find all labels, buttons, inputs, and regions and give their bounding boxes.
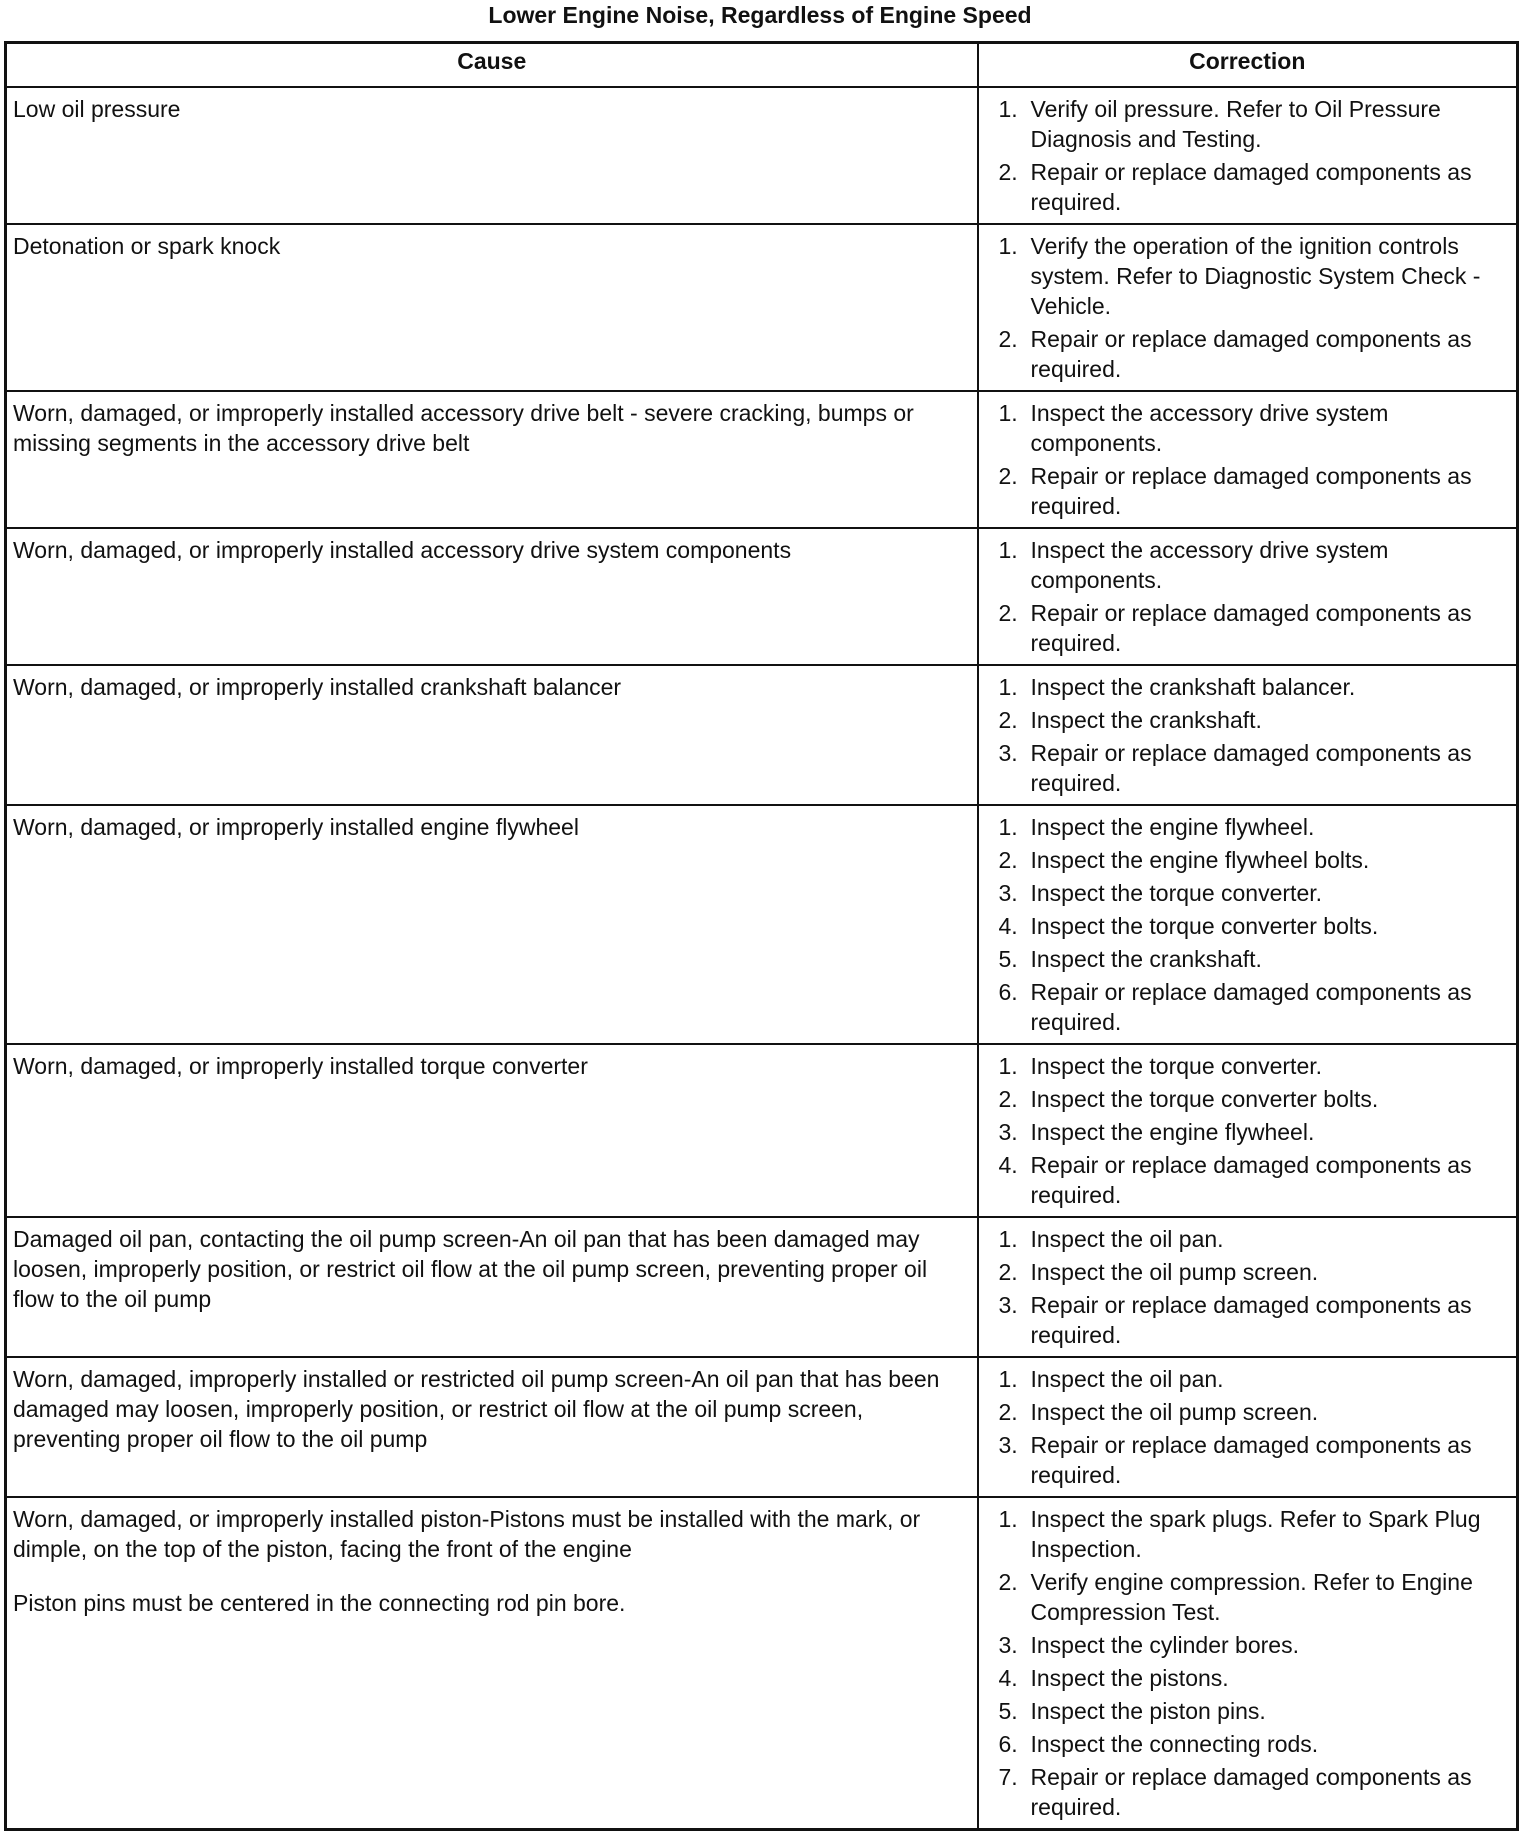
cause-cell — [6, 665, 978, 805]
step-text: Inspect the oil pan. — [1030, 1366, 1224, 1392]
step-text: Inspect the oil pan. — [1030, 1226, 1224, 1252]
step-text: Inspect the cylinder bores. — [1030, 1632, 1299, 1658]
correction-steps — [999, 1224, 1511, 1350]
step-text: Repair or replace damaged components as required. — [1030, 1292, 1472, 1348]
correction-step — [999, 535, 1511, 595]
step-text: Repair or replace damaged components as required. — [1030, 159, 1472, 215]
table-row — [6, 87, 1518, 224]
correction-cell — [978, 391, 1518, 528]
cause-cell — [6, 528, 978, 665]
step-number: 2. — [998, 1569, 1018, 1595]
correction-step — [999, 1397, 1511, 1427]
cause-text: Worn, damaged, or improperly installed crankshaft balancer — [13, 674, 622, 700]
correction-step — [999, 1696, 1511, 1726]
step-text: Verify engine compression. Refer to Engine Compression Test. — [1030, 1569, 1473, 1625]
correction-cell — [978, 1217, 1518, 1357]
step-number: 2. — [998, 326, 1018, 352]
correction-step — [999, 672, 1511, 702]
correction-step — [999, 812, 1511, 842]
cause-cell — [6, 87, 978, 224]
step-number: 4. — [998, 913, 1018, 939]
step-number: 3. — [998, 740, 1018, 766]
correction-step — [999, 1117, 1511, 1147]
table-row — [6, 1217, 1518, 1357]
correction-steps — [999, 231, 1511, 384]
correction-cell — [978, 665, 1518, 805]
step-number: 1. — [998, 96, 1018, 122]
correction-steps — [999, 672, 1511, 798]
correction-step — [999, 1084, 1511, 1114]
step-text: Repair or replace damaged components as required. — [1030, 740, 1472, 796]
correction-step — [999, 1762, 1511, 1822]
cause-text: Low oil pressure — [13, 96, 181, 122]
page-title: Lower Engine Noise, Regardless of Engine Speed — [488, 2, 1032, 28]
correction-cell — [978, 528, 1518, 665]
correction-steps — [999, 1504, 1511, 1822]
step-number: 2. — [998, 159, 1018, 185]
correction-step — [999, 911, 1511, 941]
step-text: Inspect the oil pump screen. — [1030, 1399, 1319, 1425]
correction-step — [999, 944, 1511, 974]
correction-steps — [999, 94, 1511, 217]
correction-steps — [999, 398, 1511, 521]
correction-cell — [978, 1044, 1518, 1217]
diagnosis-table — [4, 41, 1519, 1831]
correction-cell — [978, 224, 1518, 391]
cause-text: Piston pins must be centered in the connecting rod pin bore. — [13, 1590, 626, 1616]
step-text: Inspect the torque converter bolts. — [1030, 1086, 1379, 1112]
step-number: 3. — [998, 880, 1018, 906]
step-text: Inspect the torque converter bolts. — [1030, 913, 1379, 939]
step-number: 1. — [998, 233, 1018, 259]
step-text: Inspect the crankshaft balancer. — [1030, 674, 1356, 700]
correction-step — [999, 398, 1511, 458]
correction-cell — [978, 1497, 1518, 1830]
correction-step — [999, 1729, 1511, 1759]
step-text: Inspect the engine flywheel. — [1030, 1119, 1315, 1145]
step-number: 1. — [998, 1506, 1018, 1532]
correction-step — [999, 977, 1511, 1037]
correction-step — [999, 1257, 1511, 1287]
table-row — [6, 224, 1518, 391]
cause-text: Worn, damaged, or improperly installed accessory drive system components — [13, 537, 792, 563]
step-text: Inspect the accessory drive system components. — [1030, 537, 1389, 593]
cause-cell — [6, 1044, 978, 1217]
cause-text: Worn, damaged, or improperly installed piston-Pistons must be installed with the mark, or dimple, on the top of the piston, facing the front of the engine — [13, 1506, 921, 1562]
step-text: Inspect the accessory drive system components. — [1030, 400, 1389, 456]
step-text: Inspect the pistons. — [1030, 1665, 1229, 1691]
step-number: 2. — [998, 707, 1018, 733]
correction-step — [999, 1150, 1511, 1210]
correction-step — [999, 1290, 1511, 1350]
correction-step — [999, 324, 1511, 384]
step-number: 1. — [998, 400, 1018, 426]
correction-step — [999, 845, 1511, 875]
step-number: 3. — [998, 1632, 1018, 1658]
cause-cell — [6, 805, 978, 1044]
correction-cell — [978, 805, 1518, 1044]
step-text: Repair or replace damaged components as required. — [1030, 600, 1472, 656]
step-number: 1. — [998, 1053, 1018, 1079]
step-number: 1. — [998, 1226, 1018, 1252]
cause-text: Damaged oil pan, contacting the oil pump screen-An oil pan that has been damaged may loosen, improperly position, or restrict oil flow at the oil pump screen, preventing proper oil flow to the oil pump — [13, 1226, 928, 1312]
correction-step — [999, 461, 1511, 521]
correction-step — [999, 878, 1511, 908]
step-text: Inspect the connecting rods. — [1030, 1731, 1319, 1757]
step-number: 5. — [998, 1698, 1018, 1724]
step-number: 2. — [998, 463, 1018, 489]
step-text: Repair or replace damaged components as required. — [1030, 326, 1472, 382]
step-number: 4. — [998, 1152, 1018, 1178]
step-text: Repair or replace damaged components as required. — [1030, 1764, 1472, 1820]
correction-step — [999, 1224, 1511, 1254]
table-row — [6, 1044, 1518, 1217]
step-text: Inspect the crankshaft. — [1030, 946, 1262, 972]
correction-steps — [999, 1364, 1511, 1490]
step-text: Repair or replace damaged components as required. — [1030, 979, 1472, 1035]
step-number: 4. — [998, 1665, 1018, 1691]
step-number: 6. — [998, 979, 1018, 1005]
step-number: 2. — [998, 600, 1018, 626]
cause-text: Worn, damaged, or improperly installed accessory drive belt - severe cracking, bumps or missing segments in the accessory drive belt — [13, 400, 914, 456]
table-row — [6, 391, 1518, 528]
correction-step — [999, 705, 1511, 735]
table-row — [6, 1497, 1518, 1830]
step-number: 1. — [998, 814, 1018, 840]
step-text: Inspect the torque converter. — [1030, 1053, 1323, 1079]
step-text: Repair or replace damaged components as required. — [1030, 463, 1472, 519]
table-header-row — [6, 43, 1518, 88]
step-text: Verify the operation of the ignition controls system. Refer to Diagnostic System Check - Vehicle. — [1030, 233, 1481, 319]
cause-cell — [6, 391, 978, 528]
correction-step — [999, 94, 1511, 154]
cause-cell — [6, 1357, 978, 1497]
correction-step — [999, 598, 1511, 658]
cause-text: Worn, damaged, or improperly installed engine flywheel — [13, 814, 579, 840]
table-row — [6, 528, 1518, 665]
step-number: 1. — [998, 674, 1018, 700]
correction-step — [999, 1663, 1511, 1693]
step-text: Inspect the torque converter. — [1030, 880, 1323, 906]
correction-step — [999, 1430, 1511, 1490]
step-number: 2. — [998, 1086, 1018, 1112]
correction-steps — [999, 812, 1511, 1037]
step-number: 7. — [998, 1764, 1018, 1790]
step-number: 1. — [998, 1366, 1018, 1392]
correction-steps — [999, 535, 1511, 658]
table-row — [6, 665, 1518, 805]
cause-text: Worn, damaged, or improperly installed torque converter — [13, 1053, 588, 1079]
step-number: 2. — [998, 847, 1018, 873]
cause-column-header: Cause — [6, 43, 978, 88]
table-body — [6, 87, 1518, 1830]
correction-step — [999, 1364, 1511, 1394]
correction-cell — [978, 1357, 1518, 1497]
step-number: 3. — [998, 1292, 1018, 1318]
step-text: Inspect the spark plugs. Refer to Spark Plug Inspection. — [1030, 1506, 1481, 1562]
cause-cell — [6, 1217, 978, 1357]
table-row — [6, 1357, 1518, 1497]
correction-step — [999, 231, 1511, 321]
cause-cell — [6, 224, 978, 391]
cause-cell — [6, 1497, 978, 1830]
correction-step — [999, 1630, 1511, 1660]
correction-step — [999, 1567, 1511, 1627]
step-text: Inspect the piston pins. — [1030, 1698, 1266, 1724]
step-number: 3. — [998, 1119, 1018, 1145]
cause-text: Worn, damaged, improperly installed or restricted oil pump screen-An oil pan that has been damaged may loosen, improperly position, or restrict oil flow at the oil pump screen, preventing proper oil flow to the oil pump — [13, 1366, 940, 1452]
step-text: Repair or replace damaged components as required. — [1030, 1152, 1472, 1208]
step-text: Verify oil pressure. Refer to Oil Pressure Diagnosis and Testing. — [1030, 96, 1441, 152]
step-text: Inspect the crankshaft. — [1030, 707, 1262, 733]
step-text: Inspect the engine flywheel bolts. — [1030, 847, 1370, 873]
step-number: 6. — [998, 1731, 1018, 1757]
correction-step — [999, 1051, 1511, 1081]
step-text: Inspect the engine flywheel. — [1030, 814, 1315, 840]
correction-step — [999, 738, 1511, 798]
correction-column-header: Correction — [978, 43, 1518, 88]
correction-cell — [978, 87, 1518, 224]
correction-step — [999, 1504, 1511, 1564]
step-number: 2. — [998, 1399, 1018, 1425]
correction-step — [999, 157, 1511, 217]
step-number: 1. — [998, 537, 1018, 563]
table-row — [6, 805, 1518, 1044]
cause-text: Detonation or spark knock — [13, 233, 281, 259]
step-number: 2. — [998, 1259, 1018, 1285]
correction-steps — [999, 1051, 1511, 1210]
step-text: Repair or replace damaged components as required. — [1030, 1432, 1472, 1488]
step-number: 5. — [998, 946, 1018, 972]
step-number: 3. — [998, 1432, 1018, 1458]
step-text: Inspect the oil pump screen. — [1030, 1259, 1319, 1285]
